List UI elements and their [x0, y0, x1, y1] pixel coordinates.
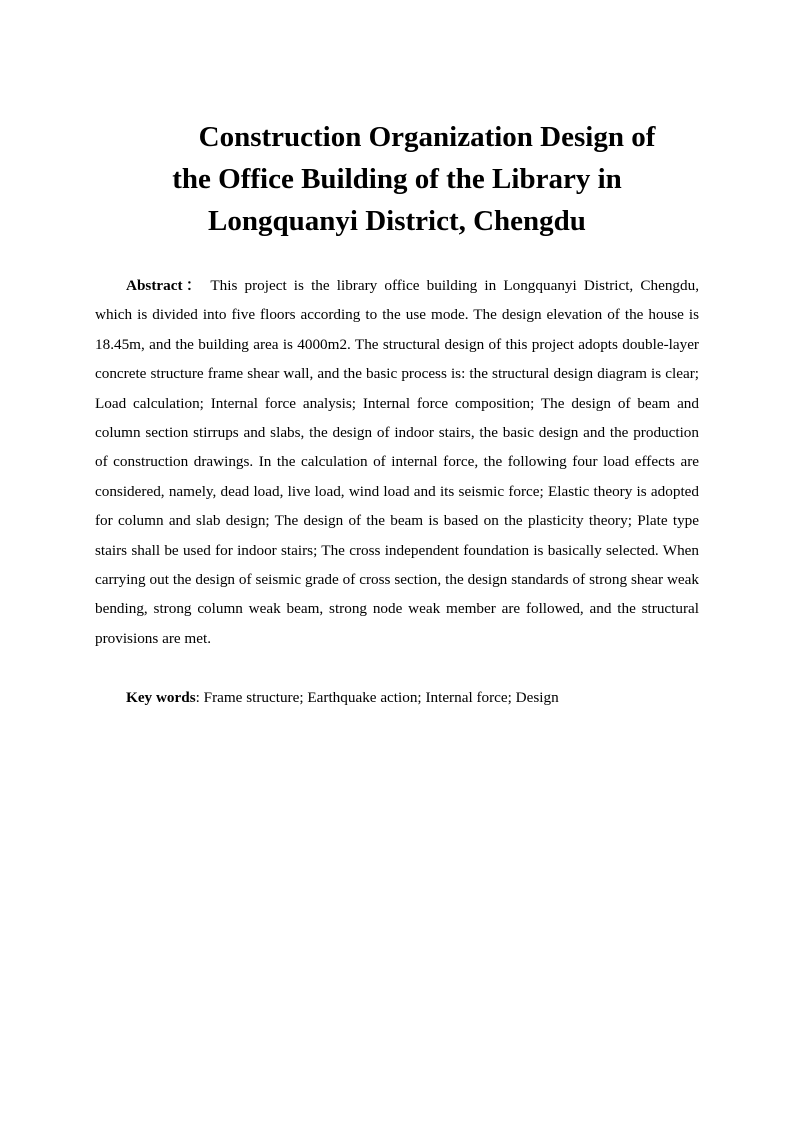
keywords-text: : Frame structure; Earthquake action; Internal force; Design: [195, 689, 559, 706]
title-line-2: the Office Building of the Library in: [172, 163, 622, 195]
abstract-separator: ：: [182, 277, 205, 294]
abstract-paragraph: [95, 271, 699, 653]
keywords-label: Key words: [126, 689, 196, 706]
abstract-text: This project is the library office building in Longquanyi District, Chengdu, which is divided into five floors according to the use mode. The design elevation of the house is 18.45m, and the building area is 4000m2. The structural design of this project adopts double-layer concrete structure frame shear wall, and the basic process is: the structural design diagram is clear; Load calculation; Internal force analysis; Internal force composition; The design of beam and column section stirrups and slabs, the design of indoor stairs, the basic design and the production of construction drawings. In the calculation of internal force, the following four load effects are considered, namely, dead load, live load, wind load and its seismic force; Elastic theory is adopted for column and slab design; The design of the beam is based on the plasticity theory; Plate type stairs shall be used for indoor stairs; The cross independent foundation is basically selected. When carrying out the design of seismic grade of cross section, the design standards of strong shear weak bending, strong column weak beam, strong node weak member are followed, and the structural provisions are met.: [95, 277, 699, 647]
title-line-1: Construction Organization Design of: [198, 121, 656, 153]
title-line-3: Longquanyi District, Chengdu: [208, 205, 586, 237]
page-title: [96, 116, 698, 242]
keywords-line: [95, 683, 699, 712]
abstract-label: Abstract: [126, 277, 183, 294]
